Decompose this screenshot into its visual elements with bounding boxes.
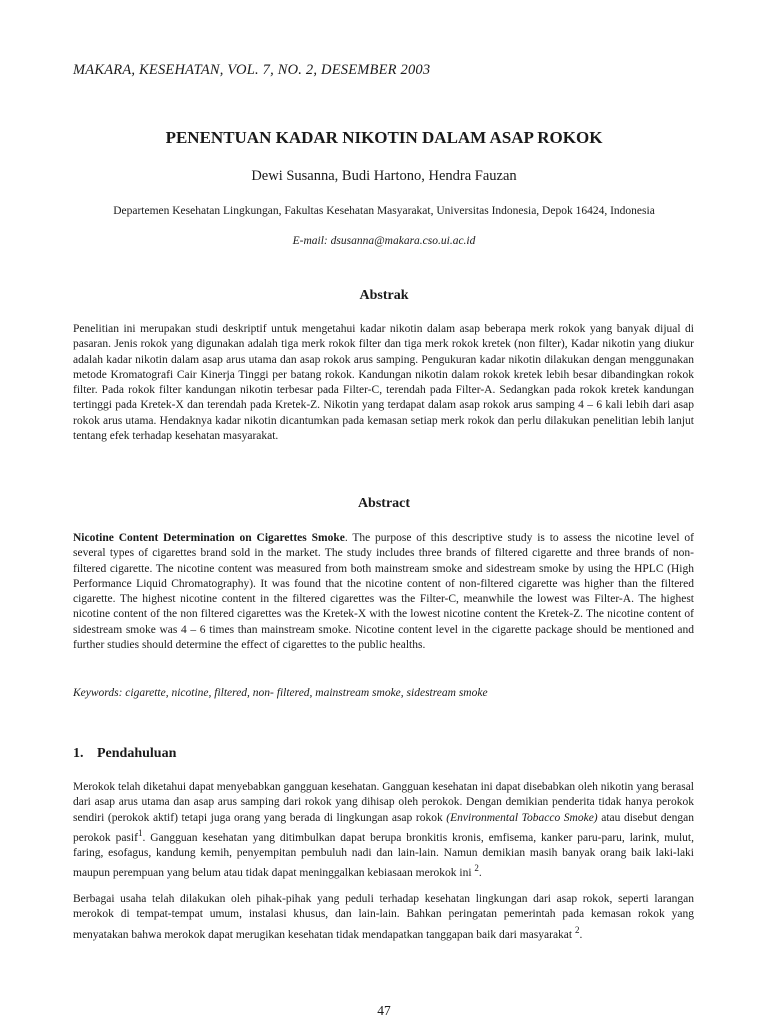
citation-3: 2 — [574, 924, 580, 935]
intro-paragraph-2 — [73, 892, 694, 943]
paper-title: PENENTUAN KADAR NIKOTIN DALAM ASAP ROKOK — [165, 128, 603, 147]
abstrak-heading: Abstrak — [359, 288, 409, 303]
section-number: 1. — [73, 746, 84, 761]
authors: Dewi Susanna, Budi Hartono, Hendra Fauzan — [251, 168, 517, 184]
intro-paragraph-1 — [73, 780, 694, 881]
journal-header: MAKARA, KESEHATAN, VOL. 7, NO. 2, DESEMBER 2003 — [73, 62, 431, 78]
keywords: Keywords: cigarette, nicotine, filtered, non- filtered, mainstream smoke, sidestream smoke — [73, 687, 488, 699]
affiliation: Departemen Kesehatan Lingkungan, Fakultas Kesehatan Masyarakat, Universitas Indonesia, Depok 16424, Indonesia — [113, 205, 655, 217]
email: E-mail: dsusanna@makara.cso.ui.ac.id — [292, 235, 476, 247]
abstrak-text: Penelitian ini merupakan studi deskriptif untuk mengetahui kadar nikotin dalam asap beberapa merk rokok yang banyak dijual di pasaran. Jenis rokok yang digunakan adalah tiga merk rokok filter dan tiga merk rokok kretek (non filter), Kadar nikotin yang diukur adalah kadar nikotin dalam asap arus utama dan asap rokok arus samping. Pengukuran kadar nikotin dilakukan dengan menggunakan metode Kromatografi Cair Kinerja Tinggi per batang rokok. Kandungan nikotin dalam rokok kretek lebih besar dibandingkan rokok filter. Pada rokok filter kandungan nikotin terbesar pada Filter-C, terendah pada Filter-A. Sedangkan pada rokok kretek kandungan tertinggi pada Kretek-X dan terendah pada Kretek-Z. Nikotin yang terdapat dalam asap rokok arus samping 4 – 6 kali lebih dari asap rokok arus utama. Hendaknya kadar nikotin dicantumkan pada kemasan setiap merk rokok dan perlu dilakukan penelitian lebih lanjut tentang efek terhadap kesehatan masyarakat. — [73, 323, 694, 443]
intro-p1-italic: (Environmental Tobacco Smoke) — [446, 811, 598, 824]
section-heading — [73, 746, 176, 762]
intro-p1-text-c: . Gangguan kesehatan yang ditimbulkan dapat berupa bronkitis kronis, emfisema, kanker paru-paru, larink, mulut, faring, esofagus, kandung kemih, penyempitan pembuluh nadi dan lain-lain. Namun demikian masih banyak orang baik laki-laki maupun perempuan yang belum atau tidak dapat meninggalkan kebiasaan merokok ini — [73, 831, 694, 880]
abstract-lead-title: Nicotine Content Determination on Cigarettes Smoke — [73, 532, 345, 544]
intro-p1-text-b: atau disebut dengan perokok pasif — [73, 811, 694, 844]
citation-1: 1 — [137, 827, 143, 838]
intro-p1-text-a: Merokok telah diketahui dapat menyebabkan gangguan kesehatan. Gangguan kesehatan ini dapat disebabkan oleh nikotin yang berasal dari asap arus utama dan asap arus samping dari rokok yang dihisap oleh perokok. Dengan demikian penderita tidak hanya perokok sendiri (perokok aktif) tetapi juga orang yang berada di lingkungan asap rokok — [73, 781, 694, 824]
intro-p2-text-a: Berbagai usaha telah dilakukan oleh pihak-pihak yang peduli terhadap kesehatan lingkungan dari asap rokok, seperti larangan merokok di tempat-tempat umum, instalasi khusus, dan lain-lain. Bahkan peringatan pemerintah pada kemasan rokok yang menyatakan bahwa merokok dapat merugikan kesehatan tidak mendapatkan tanggapan baik dari masyarakat — [73, 893, 694, 941]
intro-p2-text-b: . — [579, 928, 583, 941]
abstract-heading: Abstract — [357, 496, 411, 511]
abstract-body: . The purpose of this descriptive study is to assess the nicotine level of several types of cigarettes brand sold in the market. The study includes three brands of filtered cigarette and three brands of non-filtered cigarette. The nicotine content was measured from both mainstream smoke and sidestream smoke by using the HPLC (High Performance Liquid Chromatography). It was found that the nicotine content of non-filtered cigarette was higher than the filtered cigarette. The highest nicotine content in the filtered cigarettes was the Filter-C, meanwhile the lowest was Filter-A. The highest nicotine content of the non filtered cigarettes was the Kretek-X with the lowest nicotine content the Kretek-Z. The nicotine content of sidestream smoke was 4 – 6 times than mainstream smoke. Nicotine content level in the cigarette package should be mentioned and further studies should determine the effect of cigarettes to the public healths. — [73, 532, 694, 652]
citation-2: 2 — [474, 863, 479, 874]
abstract-text — [73, 531, 694, 653]
intro-p1-text-d: . — [478, 867, 482, 880]
page-number: 47 — [377, 1003, 391, 1018]
section-title: Pendahuluan — [97, 746, 177, 761]
